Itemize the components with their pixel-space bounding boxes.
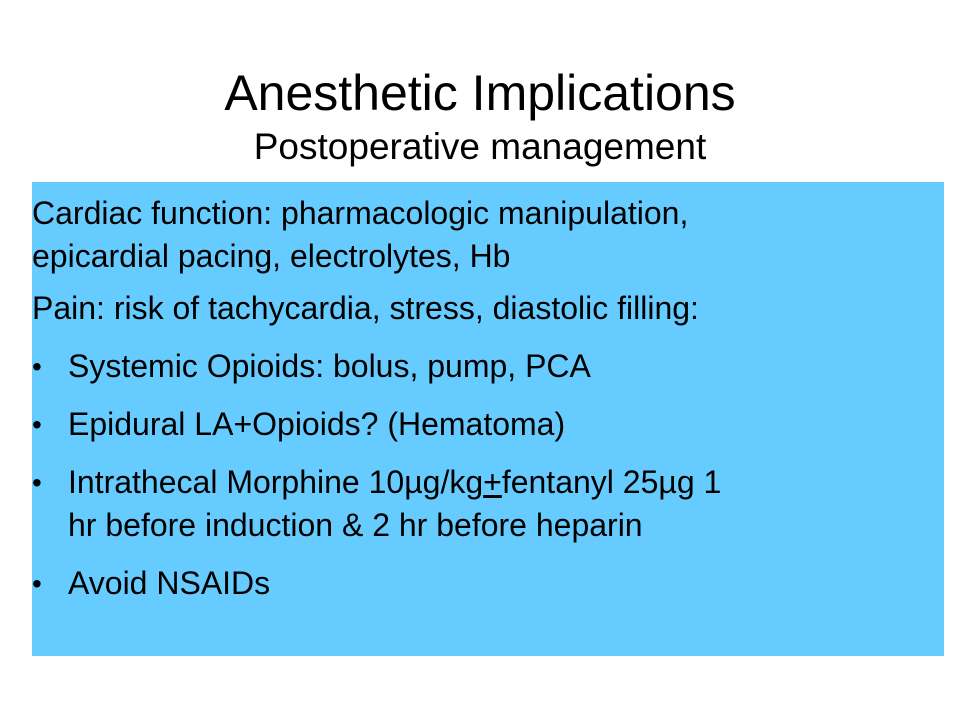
bullet-icon: •: [32, 568, 42, 599]
list-item-text: fentanyl 25µg 1: [501, 464, 722, 500]
slide-subtitle: Postoperative management: [253, 126, 707, 167]
list-item: [32, 403, 944, 446]
slide-title-block: [0, 62, 960, 170]
content-box: [32, 182, 944, 656]
paragraph-line: Cardiac function: pharmacologic manipulation,: [32, 195, 689, 231]
paragraph-line: epicardial pacing, electrolytes, Hb: [32, 238, 511, 274]
paragraph-pain: [32, 287, 944, 330]
list-item-text: Avoid NSAIDs: [68, 565, 271, 601]
paragraph-line: Pain: risk of tachycardia, stress, diastolic filling:: [32, 290, 699, 326]
bullet-list: [32, 345, 944, 605]
list-item: [32, 345, 944, 388]
list-item-line: hr before induction & 2 hr before heparin: [68, 507, 643, 543]
bullet-icon: •: [32, 409, 42, 440]
slide-title: Anesthetic Implications: [224, 65, 736, 121]
bullet-icon: •: [32, 351, 42, 382]
list-item-text: Systemic Opioids: bolus, pump, PCA: [68, 348, 591, 384]
bullet-icon: •: [32, 467, 42, 498]
list-item-text: Intrathecal Morphine 10µg/kg: [68, 464, 484, 500]
list-item: [32, 461, 944, 547]
list-item-text: Epidural LA+Opioids? (Hematoma): [68, 406, 566, 442]
list-item-text-underlined: +: [483, 464, 502, 500]
list-item-line: [68, 461, 944, 504]
list-item: [32, 562, 944, 605]
paragraph-cardiac-function: [32, 192, 944, 278]
